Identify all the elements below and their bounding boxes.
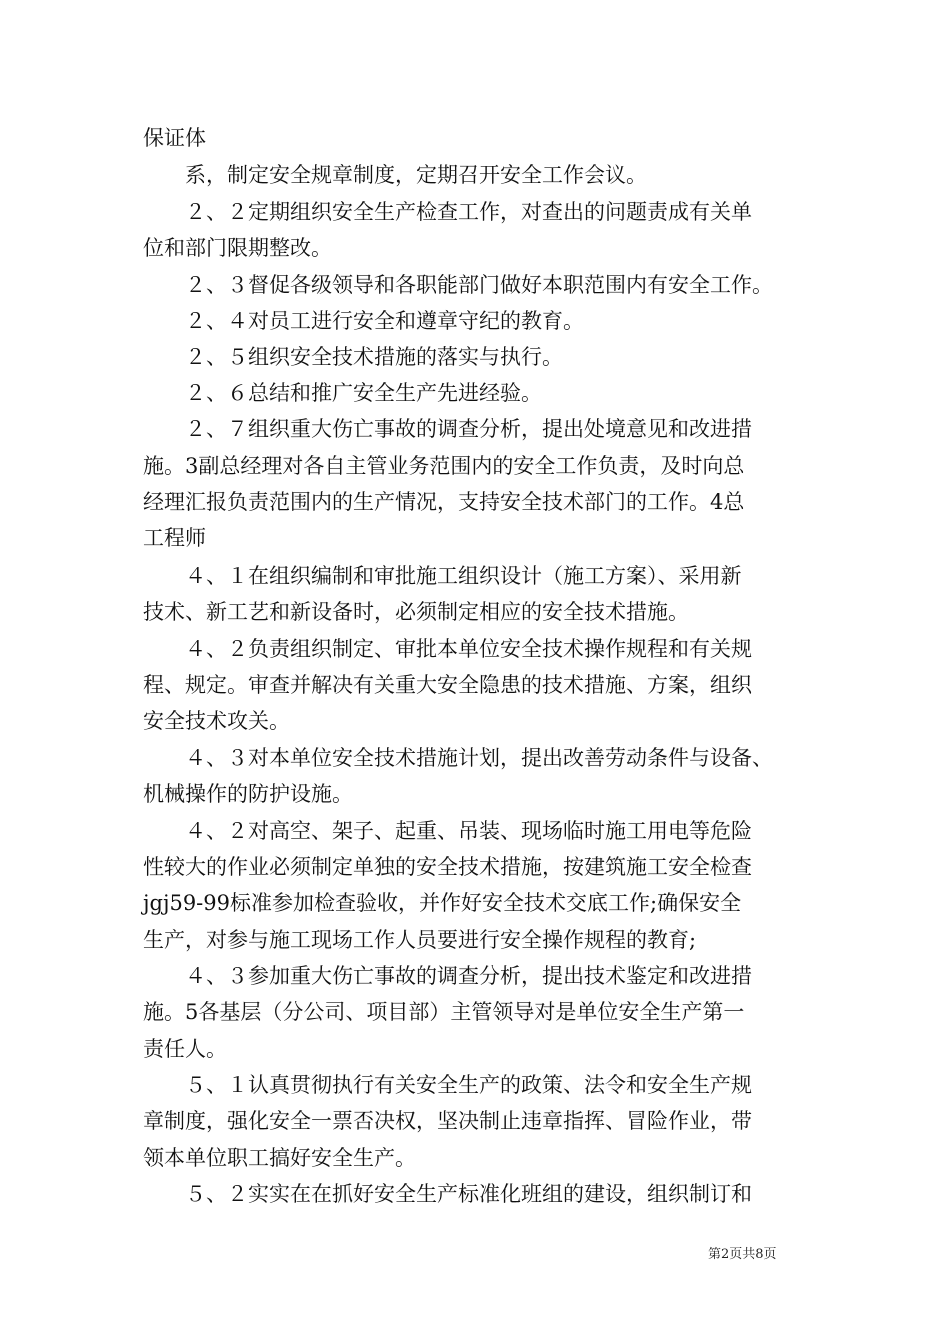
text-line: 系，制定安全规章制度，定期召开安全工作会议。	[143, 163, 647, 187]
text-line: ２、７组织重大伤亡事故的调查分析，提出处境意见和改进措	[143, 417, 752, 441]
text-line: 生产，对参与施工现场工作人员要进行安全操作规程的教育;	[143, 928, 697, 952]
text-line: ４、３对本单位安全技术措施计划，提出改善劳动条件与设备、	[143, 746, 773, 770]
text-line: 性较大的作业必须制定单独的安全技术措施，按建筑施工安全检查	[143, 855, 752, 879]
text-line: 经理汇报负责范围内的生产情况，支持安全技术部门的工作。4总	[143, 490, 745, 514]
text-line: 领本单位职工搞好安全生产。	[143, 1146, 416, 1170]
text-line: 章制度，强化安全一票否决权，坚决制止违章指挥、冒险作业，带	[143, 1109, 752, 1133]
text-line: 施。3副总经理对各自主管业务范围内的安全工作负责，及时向总	[143, 454, 745, 478]
text-line: 机械操作的防护设施。	[143, 782, 353, 806]
text-line: ４、１在组织编制和审批施工组织设计（施工方案）、采用新	[143, 564, 742, 588]
text-line: ２、６总结和推广安全生产先进经验。	[143, 381, 542, 405]
text-line: 位和部门限期整改。	[143, 236, 332, 260]
text-line: 责任人。	[143, 1037, 227, 1061]
text-line: ４、３参加重大伤亡事故的调查分析，提出技术鉴定和改进措	[143, 964, 752, 988]
text-line: 程、规定。审查并解决有关重大安全隐患的技术措施、方案，组织	[143, 673, 752, 697]
text-line: ４、２对高空、架子、起重、吊装、现场临时施工用电等危险	[143, 819, 752, 843]
text-line: ５、２实实在在抓好安全生产标准化班组的建设，组织制订和	[143, 1182, 752, 1206]
text-line: 工程师	[143, 526, 206, 550]
text-line: jgj59-99标准参加检查验收，并作好安全技术交底工作;确保安全	[143, 891, 742, 915]
text-line: 保证体	[143, 126, 206, 150]
text-line: 安全技术攻关。	[143, 709, 290, 733]
text-line: ２、３督促各级领导和各职能部门做好本职范围内有安全工作。	[143, 273, 773, 297]
text-line: ２、４对员工进行安全和遵章守纪的教育。	[143, 309, 584, 333]
text-line: ５、１认真贯彻执行有关安全生产的政策、法令和安全生产规	[143, 1073, 752, 1097]
text-line: 技术、新工艺和新设备时，必须制定相应的安全技术措施。	[143, 600, 689, 624]
text-line: ２、５组织安全技术措施的落实与执行。	[143, 345, 563, 369]
page-number: 第2页共8页	[708, 1247, 777, 1262]
text-line: ４、２负责组织制定、审批本单位安全技术操作规程和有关规	[143, 637, 752, 661]
text-line: ２、２定期组织安全生产检查工作，对查出的问题责成有关单	[143, 200, 752, 224]
text-line: 施。5各基层（分公司、项目部）主管领导对是单位安全生产第一	[143, 1000, 745, 1024]
